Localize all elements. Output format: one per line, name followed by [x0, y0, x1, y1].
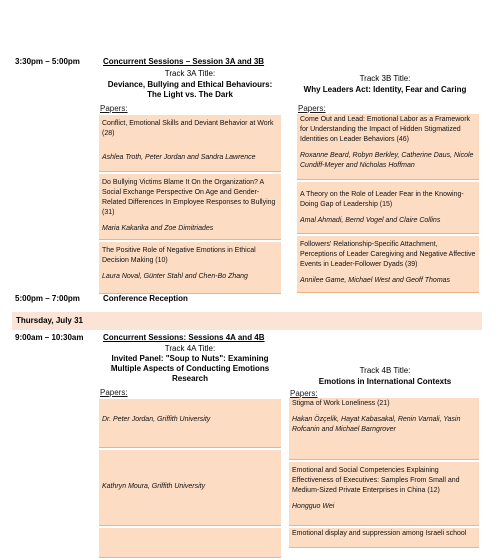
paper-authors: Kathryn Moura, Griffith University — [102, 483, 206, 490]
reception-title: Conference Reception — [103, 294, 188, 303]
paper-authors: Ashlea Troth, Peter Jordan and Sandra Lawrence — [102, 154, 256, 161]
paper-card — [99, 528, 281, 558]
paper-authors: Maria Kakarika and Zoe Dimitriades — [102, 225, 214, 232]
paper-authors: Laura Noval, Günter Stahl and Chen-Bo Zhang — [102, 273, 248, 280]
paper-authors: Hongguo Wei — [292, 503, 335, 510]
paper-title: A Theory on the Role of Leader Fear in the Knowing-Doing Gap of Leadership (15) — [300, 191, 464, 208]
track3b-title: Why Leaders Act: Identity, Fear and Caring — [303, 85, 467, 94]
track3a-papers-column — [99, 115, 281, 294]
paper-title: Emotional display and suppression among Israeli school — [292, 530, 467, 537]
paper-title: Do Bullying Victims Blame It On the Organization? A Social Exchange Perspective On Age and Gender-Related Differences In Employee Responses to Bullying (31) — [102, 179, 276, 216]
paper-card — [289, 462, 479, 526]
paper-authors: Dr. Peter Jordan, Griffith University — [102, 416, 211, 423]
track3b-papers-label: Papers: — [298, 104, 326, 113]
track3a-label: Track 3A Title: — [164, 69, 216, 78]
paper-title: Conflict, Emotional Skills and Deviant Behavior at Work (28) — [102, 120, 274, 137]
paper-card — [289, 528, 479, 548]
paper-title: The Positive Role of Negative Emotions in Ethical Decision Making (10) — [102, 247, 256, 264]
track4b-papers-label: Papers: — [290, 389, 318, 398]
paper-title: Emotional and Social Competencies Explaining Effectiveness of Executives: Samples From Small and Medium-Sized Private Enterprises in China (12) — [292, 467, 460, 494]
paper-title: Come Out and Lead: Emotional Labor as a Framework for Understanding the Impact of Hidden Stigmatized Identities on Leader Behaviors (46) — [300, 116, 471, 143]
paper-authors: Annilee Game, Michael West and Geoff Thomas — [300, 277, 451, 284]
paper-card — [99, 115, 281, 172]
day-label: Thursday, July 31 — [16, 316, 83, 325]
session4-time: 9:00am – 10:30am — [15, 333, 84, 342]
track3a-title: Deviance, Bullying and Ethical Behaviours: The Light vs. The Dark — [107, 80, 273, 99]
track3b-label: Track 3B Title: — [359, 74, 411, 83]
track4b-papers-column — [289, 398, 479, 548]
track4a-label: Track 4A Title: — [164, 344, 216, 353]
paper-card — [297, 236, 479, 293]
paper-card — [99, 174, 281, 240]
session3-time: 3:30pm – 5:00pm — [15, 57, 80, 66]
track4b-title: Emotions in International Contexts — [318, 377, 452, 386]
track4a-title: Invited Panel: "Soup to Nuts": Examining Multiple Aspects of Conducting Emotions Research — [110, 354, 270, 383]
track3b-papers-column — [297, 114, 479, 293]
paper-card — [99, 450, 281, 526]
paper-card — [99, 242, 281, 294]
track4b-label: Track 4B Title: — [359, 366, 411, 375]
paper-card — [289, 398, 479, 460]
track3a-papers-label: Papers: — [100, 104, 128, 113]
paper-card — [297, 182, 479, 234]
track4a-papers-column — [99, 399, 281, 558]
paper-authors: Hakan Özçelik, Hayat Kabasakal, Renin Varnali, Yasin Rofcanin and Michael Barngrover — [292, 416, 461, 433]
paper-title: Followers' Relationship-Specific Attachment, Perceptions of Leader Caregiving and Negative Affective Events in Leader-Follower Dyads (39) — [300, 241, 476, 268]
paper-authors: Roxanne Beard, Robyn Berkley, Catherine Daus, Nicole Cundiff-Meyer and Nicholas Hoffman — [300, 152, 474, 169]
session4-title: Concurrent Sessions: Sessions 4A and 4B — [103, 333, 265, 342]
reception-time: 5:00pm – 7:00pm — [15, 294, 80, 303]
day-header — [12, 312, 482, 330]
paper-card — [297, 114, 479, 180]
session3-title: Concurrent Sessions – Session 3A and 3B — [103, 57, 265, 66]
paper-card — [99, 399, 281, 448]
paper-authors: Amal Ahmadi, Bernd Vogel and Claire Collins — [300, 217, 441, 224]
track4a-papers-label: Papers: — [100, 388, 128, 397]
paper-title: Stigma of Work Loneliness (21) — [292, 400, 390, 407]
